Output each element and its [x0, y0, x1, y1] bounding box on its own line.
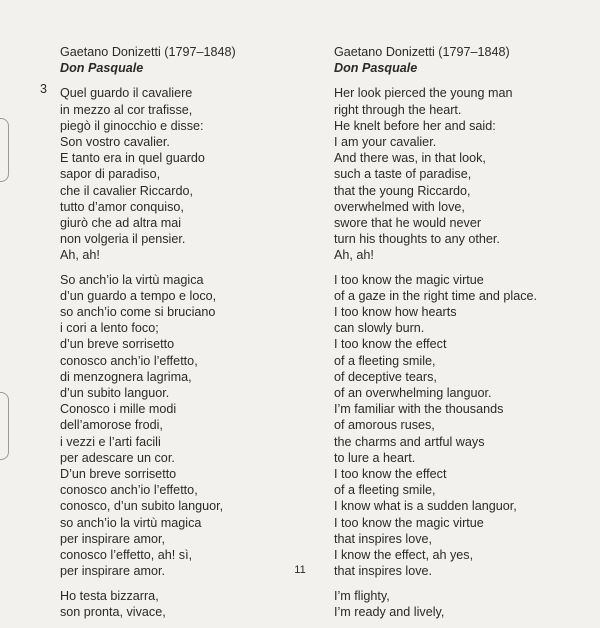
lyric-line: per adescare un cor.: [60, 450, 175, 465]
lyric-line: the charms and artful ways: [334, 434, 485, 449]
stanza: [334, 85, 574, 263]
lyric-line: swore that he would never: [334, 216, 482, 231]
stanza: [334, 588, 574, 620]
lyric-line: of deceptive tears,: [334, 369, 437, 384]
lyric-line: piegò il ginocchio e disse:: [60, 118, 204, 133]
lyric-line: in mezzo al cor trafisse,: [60, 102, 193, 117]
lyric-line: per inspirare amor,: [60, 531, 165, 546]
lyric-line: I too know the effect: [334, 337, 447, 352]
lyric-line: that the young Riccardo,: [334, 183, 471, 198]
lyric-line: I too know the effect: [334, 467, 447, 482]
lyric-line: I know what is a sudden languor,: [334, 499, 517, 514]
work-title: Don Pasquale: [60, 61, 144, 76]
lyric-line: conosco anch’io l’effetto,: [60, 483, 198, 498]
lyric-line: di menzognera lagrima,: [60, 369, 192, 384]
stanza: [60, 272, 290, 580]
italian-column: [60, 44, 290, 628]
lyric-line: conosco l’effetto, ah! sì,: [60, 548, 193, 563]
stanza: [334, 272, 574, 580]
lyric-line: to lure a heart.: [334, 450, 416, 465]
lyric-line: of a fleeting smile,: [334, 353, 436, 368]
lyric-line: conosco anch’io l’effetto,: [60, 353, 198, 368]
lyric-line: son pronta, vivace,: [60, 604, 166, 619]
lyric-line: He knelt before her and said:: [334, 118, 496, 133]
page-number: 11: [294, 564, 306, 576]
lyric-line: Ah, ah!: [334, 248, 374, 263]
lyric-line: Son vostro cavalier.: [60, 135, 170, 150]
lyric-line: Ho testa bizzarra,: [60, 588, 159, 603]
lyric-line: per inspirare amor.: [60, 564, 165, 579]
lyric-line: can slowly burn.: [334, 321, 425, 336]
lyric-line: I know the effect, ah yes,: [334, 548, 474, 563]
lyric-line: I too know how hearts: [334, 305, 457, 320]
track-number: 3: [40, 82, 48, 96]
english-lyrics: [334, 85, 574, 620]
lyric-line: tutto d’amor conquiso,: [60, 199, 184, 214]
work-title: Don Pasquale: [334, 61, 418, 76]
lyric-line: And there was, in that look,: [334, 151, 486, 166]
english-column: [334, 44, 574, 628]
lyric-line: giurò che ad altra mai: [60, 216, 182, 231]
lyric-line: that inspires love.: [334, 564, 433, 579]
lyric-line: of a gaze in the right time and place.: [334, 288, 538, 303]
lyric-line: i cori a lento foco;: [60, 321, 159, 336]
lyric-line: I too know the magic virtue: [334, 515, 484, 530]
lyric-line: of a fleeting smile,: [334, 483, 436, 498]
lyric-line: non volgeria il pensier.: [60, 232, 186, 247]
lyric-line: d’un guardo a tempo e loco,: [60, 288, 217, 303]
stanza: [60, 85, 290, 263]
lyric-line: d’un breve sorrisetto: [60, 337, 175, 352]
lyric-line: I’m familiar with the thousands: [334, 402, 504, 417]
lyric-line: of an overwhelming languor.: [334, 386, 492, 401]
lyric-line: D’un breve sorrisetto: [60, 467, 177, 482]
italian-lyrics: [60, 85, 290, 620]
lyric-line: I am your cavalier.: [334, 135, 437, 150]
lyric-line: turn his thoughts to any other.: [334, 232, 500, 247]
lyric-line: I too know the magic virtue: [334, 272, 484, 287]
lyric-line: that inspires love,: [334, 531, 433, 546]
lyric-line: so anch’io la virtù magica: [60, 515, 202, 530]
composer-heading: Gaetano Donizetti (1797–1848): [60, 45, 236, 59]
lyric-line: right through the heart.: [334, 102, 462, 117]
lyric-line: Quel guardo il cavaliere: [60, 86, 193, 101]
lyric-line: I’m ready and lively,: [334, 604, 445, 619]
lyric-line: Ah, ah!: [60, 248, 100, 263]
lyric-line: So anch’io la virtù magica: [60, 272, 204, 287]
lyric-line: che il cavalier Riccardo,: [60, 183, 193, 198]
lyric-line: i vezzi e l’arti facili: [60, 434, 161, 449]
composer-heading: Gaetano Donizetti (1797–1848): [334, 45, 510, 59]
binding-mark: [0, 392, 9, 460]
lyric-line: I’m flighty,: [334, 588, 390, 603]
lyric-line: so anch’io come si bruciano: [60, 305, 216, 320]
lyric-line: overwhelmed with love,: [334, 199, 465, 214]
lyric-line: dell’amorose frodi,: [60, 418, 163, 433]
lyric-line: of amorous ruses,: [334, 418, 435, 433]
stanza: [60, 588, 290, 620]
binding-mark: [0, 118, 9, 182]
lyric-line: conosco, d’un subito languor,: [60, 499, 224, 514]
lyric-line: sapor di paradiso,: [60, 167, 161, 182]
lyric-line: such a taste of paradise,: [334, 167, 472, 182]
lyric-line: d’un subito languor.: [60, 386, 170, 401]
lyric-line: E tanto era in quel guardo: [60, 151, 205, 166]
lyric-line: Conosco i mille modi: [60, 402, 177, 417]
lyric-line: Her look pierced the young man: [334, 86, 513, 101]
